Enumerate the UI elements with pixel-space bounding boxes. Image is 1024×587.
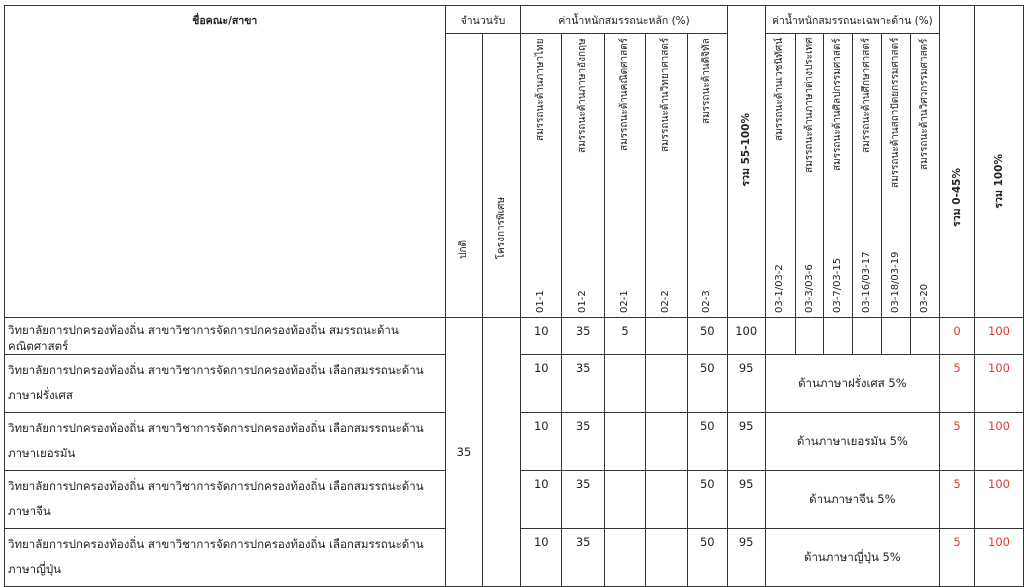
core-value: 50 [687,318,727,355]
core-value [605,529,646,587]
specific-note: ด้านภาษาฝรั่งเศส 5% [765,355,939,413]
capacity-cell: 35 [445,318,483,587]
row-name: วิทยาลัยการปกครองท้องถิ่น สาขาวิชาการจัดการปกครองท้องถิ่น เลือกสมรรถนะด้านภาษาฝรั่งเศส [5,355,446,413]
core-total-value: 95 [727,529,765,587]
core-value [645,413,687,471]
core-value: 10 [521,318,562,355]
specific-total-value: 5 [940,529,975,587]
specific-value [795,318,824,355]
core-column-01-2: 01-2 สมรรถนะด้านภาษาอังกฤษ [562,34,605,318]
grand-total-value: 100 [974,355,1023,413]
core-column-01-1: 01-1 สมรรถนะด้านภาษาไทย [521,34,562,318]
specific-note: ด้านภาษาญี่ปุ่น 5% [765,529,939,587]
row-name: วิทยาลัยการปกครองท้องถิ่น สาขาวิชาการจัดการปกครองท้องถิ่น สมรรถนะด้านคณิตศาสตร์ [5,318,446,355]
core-competency-header: ค่าน้ำหนักสมรรถนะหลัก (%) [521,6,727,34]
specific-column-03-7: 03-7/03-15 สมรรถนะด้านศิลปกรรมศาสตร์ [824,34,853,318]
core-value: 50 [687,529,727,587]
specific-column-03-3: 03-3/03-6 สมรรถนะด้านภาษาต่างประเทศ [795,34,824,318]
core-total-value: 100 [727,318,765,355]
specific-column-03-16: 03-16/03-17 สมรรถนะด้านศึกษาศาสตร์ [853,34,882,318]
core-total-header: รวม 55-100% [727,6,765,318]
specific-total-value: 5 [940,355,975,413]
core-total-value: 95 [727,471,765,529]
specific-note: ด้านภาษาจีน 5% [765,471,939,529]
core-value: 35 [562,413,605,471]
specific-value [824,318,853,355]
core-value [605,471,646,529]
core-value [605,355,646,413]
row-name: วิทยาลัยการปกครองท้องถิ่น สาขาวิชาการจัดการปกครองท้องถิ่น เลือกสมรรถนะด้านภาษาเยอรมัน [5,413,446,471]
grand-total-value: 100 [974,318,1023,355]
core-value: 10 [521,529,562,587]
core-value: 50 [687,413,727,471]
row-name: วิทยาลัยการปกครองท้องถิ่น สาขาวิชาการจัดการปกครองท้องถิ่น เลือกสมรรถนะด้านภาษาญี่ปุ่น [5,529,446,587]
core-value: 10 [521,355,562,413]
core-value: 10 [521,413,562,471]
grand-total-value: 100 [974,413,1023,471]
specific-total-value: 0 [940,318,975,355]
core-column-02-3: 02-3 สมรรถนะด้านดิจิทัล [687,34,727,318]
specific-column-03-18: 03-18/03-19 สมรรถนะด้านสถาปัตยกรรมศาสตร์ [882,34,911,318]
specific-value [882,318,911,355]
faculty-major-header: ชื่อคณะ/สาขา [5,6,446,318]
core-column-02-2: 02-2 สมรรถนะด้านวิทยาศาสตร์ [645,34,687,318]
core-value: 35 [562,529,605,587]
row-name: วิทยาลัยการปกครองท้องถิ่น สาขาวิชาการจัดการปกครองท้องถิ่น เลือกสมรรถนะด้านภาษาจีน [5,471,446,529]
core-total-value: 95 [727,355,765,413]
admission-normal-header: ปกติ [445,34,483,318]
core-value [645,355,687,413]
core-value: 50 [687,355,727,413]
admission-weight-table [4,5,1024,587]
specific-value [853,318,882,355]
specific-value [765,318,795,355]
specific-total-value: 5 [940,413,975,471]
specific-value [911,318,940,355]
specific-total-value: 5 [940,471,975,529]
core-column-02-1: 02-1 สมรรถนะด้านคณิตศาสตร์ [605,34,646,318]
core-total-value: 95 [727,413,765,471]
specific-competency-header: ค่าน้ำหนักสมรรถนะเฉพาะด้าน (%) [765,6,939,34]
admission-count-header: จำนวนรับ [445,6,521,34]
specific-column-03-20: 03-20 สมรรถนะด้านวิศวกรรมศาสตร์ [911,34,940,318]
core-value [645,318,687,355]
core-value [645,529,687,587]
special-capacity-cell [483,318,521,587]
specific-total-header: รวม 0-45% [940,6,975,318]
grand-total-header: รวม 100% [974,6,1023,318]
core-value: 5 [605,318,646,355]
core-value [605,413,646,471]
core-value: 10 [521,471,562,529]
grand-total-value: 100 [974,471,1023,529]
core-value: 50 [687,471,727,529]
core-value [645,471,687,529]
table-row [5,318,1024,355]
core-value: 35 [562,471,605,529]
core-value: 35 [562,355,605,413]
core-value: 35 [562,318,605,355]
grand-total-value: 100 [974,529,1023,587]
specific-column-03-1: 03-1/03-2 สมรรถนะด้านเวชนิทัศน์ [765,34,795,318]
specific-note: ด้านภาษาเยอรมัน 5% [765,413,939,471]
admission-special-header: โครงการพิเศษ [483,34,521,318]
